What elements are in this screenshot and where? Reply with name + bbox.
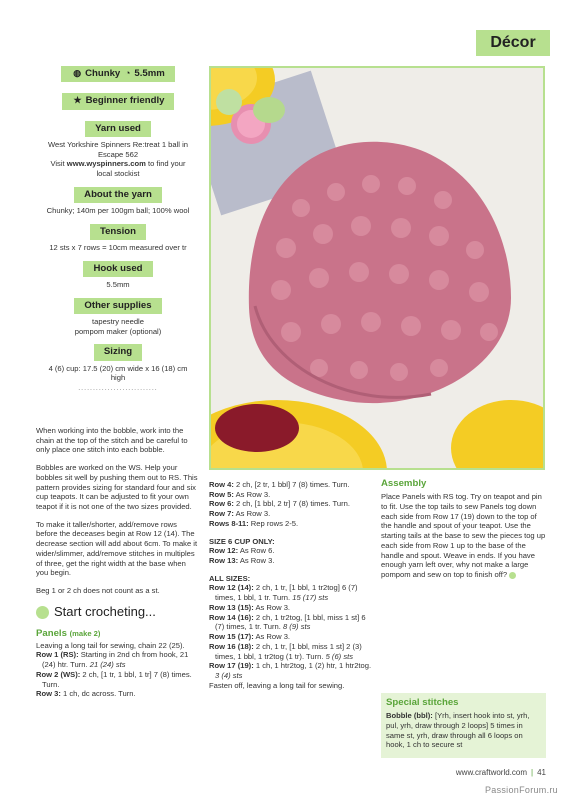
start-crocheting-heading [36, 604, 200, 621]
sizing-text: 4 (6) cup: 17.5 (20) cm wide x 16 (18) cm high [48, 363, 188, 383]
special-stitches-text [386, 711, 541, 750]
row-count: 5 (6) sts [325, 651, 354, 661]
yarn-used-line1: West Yorkshire Spinners Re:treat 1 ball in Escape 562 [48, 139, 188, 159]
row-label: Row 2 (WS): [36, 669, 81, 679]
pattern-row [209, 480, 372, 490]
start-crocheting-text: Start crocheting... [54, 603, 156, 619]
row-count: 3 (4) sts [215, 670, 243, 680]
pattern-row [209, 613, 372, 632]
row-label: Row 6: [209, 499, 234, 509]
page-number: 41 [537, 768, 546, 777]
pattern-rows-column [209, 480, 372, 690]
page-footer [456, 768, 546, 778]
about-yarn-text: Chunky; 140m per 100gm ball; 100% wool [46, 205, 190, 215]
tension-heading: Tension [90, 224, 146, 240]
bobble-label: Bobble (bbl): [386, 711, 433, 721]
pattern-row [209, 519, 372, 529]
size6-heading-text: SIZE 6 CUP ONLY: [209, 536, 275, 546]
row-label: Row 13: [209, 556, 239, 566]
row-text: As Row 3. [255, 602, 291, 612]
yarn-visit-label: Visit [50, 159, 65, 169]
footer-separator: | [531, 768, 534, 777]
assembly-heading: Assembly [381, 478, 427, 489]
leaf-icon [509, 572, 516, 579]
row-text: 2 ch, [2 tr, 1 bbl] 7 (8) times. Turn. [236, 480, 350, 489]
yarn-stockist-link[interactable]: www.wyspinners.com [66, 159, 146, 169]
special-stitches-box [381, 693, 546, 758]
row-text: 1 ch, 1 htr2tog, 1 (2) htr, 1 htr2tog. [255, 661, 372, 671]
pattern-row [36, 689, 200, 699]
row-text: As Row 3. [239, 556, 275, 566]
panels-title: Panels [36, 628, 67, 640]
weight-hook-badge [61, 66, 175, 82]
row-text: As Row 3. [255, 632, 291, 642]
pattern-row [209, 509, 372, 519]
intro-paragraph: Bobbles are worked on the WS. Help your bobbles sit well by pushing them out to RS. This pattern provides sizing for standard four and six cup teapots. It can be adjusted to fit your own teapot if it is not one of the two sizes provided. [36, 463, 198, 512]
other-supplies-heading: Other supplies [74, 298, 161, 314]
fasten-off-text: Fasten off, leaving a long tail for sewing. [209, 680, 345, 690]
row-text: As Row 3. [235, 509, 271, 519]
row-label: Row 12: [209, 546, 239, 556]
row-text: As Row 6. [239, 546, 275, 556]
intro-paragraph: To make it taller/shorter, add/remove rows before the deceases begin at Row 12 (14). The decrease section will add about 6cm. To make it wider/slimmer, add/remove stitches in multiples of three, get the right width at the base when you begin. [36, 519, 198, 578]
row-label: Row 13 (15): [209, 602, 254, 612]
pattern-row [209, 642, 372, 661]
tea-cosy-photo [209, 66, 545, 470]
star-icon: ★ [73, 95, 82, 106]
yarn-used-heading: Yarn used [85, 121, 151, 137]
row-label: Row 3: [36, 689, 61, 699]
row-label: Row 1 (RS): [36, 650, 79, 660]
row-label: Row 7: [209, 509, 234, 519]
row-label: Row 12 (14): [209, 583, 254, 593]
pattern-row [209, 632, 372, 642]
panels-heading [36, 628, 200, 640]
row-text: Starting in 2nd ch from hook, 21 (24) htr. Turn. [42, 650, 189, 670]
assembly-body: Place Panels with RS tog. Try on teapot and pin to fit. Use the top tails to sew Panels tog down each side from Row 17 (19) down to the top of the handle and spout of your teapot. Use the starting tails at the base to sew the pieces tog up each side from Row 1 up to the base of the handle and spout. Weave in ends. If you have enough yarn left over, why not make a large pompom and sew on top to finish off? [381, 492, 546, 580]
yarn-used-line2: to find your local stockist [96, 159, 186, 178]
hook-size-badge: 5.5mm [134, 68, 165, 79]
panels-lead: Leaving a long tail for sewing, chain 22 (25). [36, 640, 185, 650]
tea-cup [215, 404, 299, 452]
supply-item: tapestry needle [92, 316, 144, 326]
panels-note: (make 2) [69, 629, 101, 639]
intro-column [36, 426, 200, 699]
all-sizes-heading-text: ALL SIZES: [209, 573, 251, 583]
about-yarn-heading: About the yarn [74, 187, 162, 203]
row-count: 15 (17) sts [292, 593, 329, 603]
yarn-used-text [36, 140, 200, 179]
special-stitches-heading: Special stitches [386, 697, 459, 708]
size6-heading [209, 537, 372, 547]
row-label: Row 16 (18): [209, 641, 254, 651]
pattern-row [36, 670, 200, 689]
hook-used-text: 5.5mm [106, 279, 130, 289]
row-label: Row 4: [209, 480, 234, 489]
row-label: Row 17 (19): [209, 661, 254, 671]
row-text: Rep rows 2-5. [250, 518, 299, 528]
intro-paragraph: Beg 1 or 2 ch does not count as a st. [36, 586, 160, 596]
row-label: Row 5: [209, 489, 234, 499]
assembly-text [381, 492, 546, 579]
row-text: As Row 3. [235, 489, 271, 499]
row-text: 1 ch, dc across. Turn. [63, 689, 136, 699]
skill-badge [62, 93, 175, 109]
row-text: 2 ch, 1 tr2tog, [1 bbl, miss 1 st] 6 (7) times, 1 tr. Turn. [215, 612, 366, 632]
pattern-row [209, 490, 372, 500]
pattern-row [209, 603, 372, 613]
hook-icon: ◔ [124, 68, 131, 78]
pattern-row [209, 499, 372, 509]
row-label: Row 14 (16): [209, 612, 254, 622]
pattern-row [209, 546, 372, 556]
pattern-info-sidebar [36, 66, 200, 394]
dotted-divider: ........................... [78, 385, 158, 393]
footer-url[interactable]: www.craftworld.com [455, 768, 528, 777]
pattern-row [209, 583, 372, 602]
skill-level: Beginner friendly [85, 95, 165, 107]
yarn-ball-icon: ◍ [73, 68, 82, 78]
supply-item: pompom maker (optional) [74, 326, 162, 336]
row-text: 2 ch, [1 tr, 1 bbl, 1 tr] 7 (8) times. Turn. [42, 669, 192, 689]
watermark: PassionForum.ru [484, 785, 558, 795]
all-sizes-heading [209, 574, 372, 584]
row-text: 2 ch, [1 bbl, 2 tr] 7 (8) times. Turn. [236, 499, 350, 509]
pattern-row [209, 661, 372, 680]
row-count: 8 (9) sts [282, 622, 311, 632]
tea-cosy-illustration [211, 68, 545, 470]
row-count: 21 (24) sts [89, 660, 126, 670]
assembly-column [381, 478, 546, 580]
pattern-row [209, 556, 372, 566]
row-label: Row 15 (17): [209, 632, 254, 642]
sizing-heading: Sizing [94, 344, 142, 360]
section-tab-decor: Décor [476, 30, 550, 56]
tension-text: 12 sts x 7 rows = 10cm measured over tr [49, 242, 187, 252]
circle-bullet-icon [36, 606, 49, 619]
macaron-green [253, 97, 285, 123]
pattern-row [36, 650, 200, 669]
hook-used-heading: Hook used [83, 261, 152, 277]
supplies-list [36, 317, 200, 336]
row-text: 2 ch, 1 tr, [1 bbl, miss 1 st] 2 (3) times, 1 bbl, 1 tr2tog (1 tr). Turn. [215, 641, 362, 661]
bobble-definition: [Yrh, insert hook into st, yrh, pul, yrh, draw through 2 loops] 5 times in same st, yrh, draw through all 6 loops on hook, 1 ch to secure st [386, 711, 530, 750]
yarn-weight: Chunky [85, 68, 121, 79]
row-text: 2 ch, 1 tr, [1 bbl, 1 tr2tog] 6 (7) times, 1 bbl, 1 tr. Turn. [215, 583, 358, 603]
row-label: Rows 8-11: [209, 518, 249, 528]
intro-paragraph: When working into the bobble, work into the chain at the top of the stitch and be careful to only place one stitch into each bobble. [36, 426, 188, 455]
